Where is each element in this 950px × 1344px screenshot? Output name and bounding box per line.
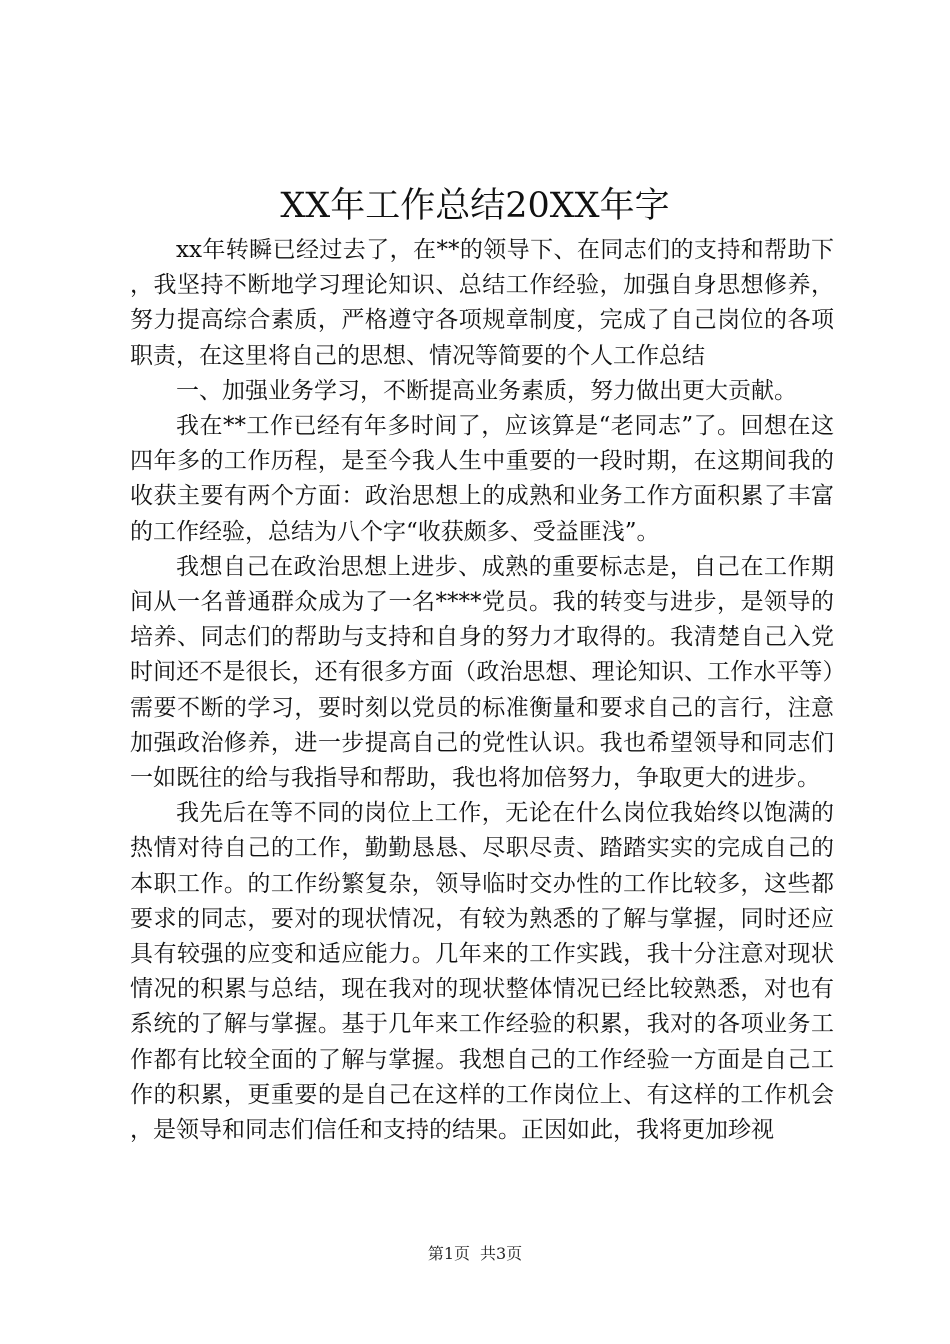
paragraph-work-positions: 我先后在等不同的岗位上工作，无论在什么岗位我始终以饱满的热情对待自己的工作，勤勤恳恳、尽职尽责、踏踏实实的完成自己的本职工作。的工作纷繁复杂，领导临时交办性的工作比较多，这些都要求的同志，要对的现状情况，有较为熟悉的了解与掌握，同时还应具有较强的应变和适应能力。几年来的工作实践，我十分注意对现状情况的积累与总结，现在我对的现状整体情况已经比较熟悉，对也有系统的了解与掌握。基于几年来工作经验的积累，我对的各项业务工作都有比较全面的了解与掌握。我想自己的工作经验一方面是自己工作的积累，更重要的是自己在这样的工作岗位上、有这样的工作机会，是领导和同志们信任和支持的结果。正因如此，我将更加珍视 xyxy=(130,800,834,1144)
page-number: 第1页 xyxy=(427,1244,470,1263)
paragraph-intro: xx年转瞬已经过去了，在**的领导下、在同志们的支持和帮助下，我坚持不断地学习理论知识、总结工作经验，加强自身思想修养，努力提高综合素质，严格遵守各项规章制度，完成了自己岗位的各项职责，在这里将自己的思想、情况等简要的个人工作总结 xyxy=(130,237,834,369)
document-body xyxy=(130,233,834,1148)
page-footer xyxy=(0,1242,950,1266)
document-title: XX年工作总结20XX年字 xyxy=(280,186,670,226)
paragraph-section-heading: 一、加强业务学习，不断提高业务素质，努力做出更大贡献。 xyxy=(176,377,797,404)
paragraph-experience: 我在**工作已经有年多时间了，应该算是“老同志”了。回想在这四年多的工作历程，是至今我人生中重要的一段时期，在这期间我的收获主要有两个方面：政治思想上的成熟和业务工作方面积累了丰富的工作经验，总结为八个字“收获颇多、受益匪浅”。 xyxy=(130,413,834,545)
page-total: 共3页 xyxy=(480,1244,523,1263)
paragraph-political-progress: 我想自己在政治思想上进步、成熟的重要标志是，自己在工作期间从一名普通群众成为了一名****党员。我的转变与进步，是领导的培养、同志们的帮助与支持和自身的努力才取得的。我清楚自己入党时间还不是很长，还有很多方面（政治思想、理论知识、工作水平等）需要不断的学习，要时刻以党员的标准衡量和要求自己的言行，注意加强政治修养，进一步提高自己的党性认识。我也希望领导和同志们一如既往的给与我指导和帮助，我也将加倍努力，争取更大的进步。 xyxy=(130,553,834,792)
